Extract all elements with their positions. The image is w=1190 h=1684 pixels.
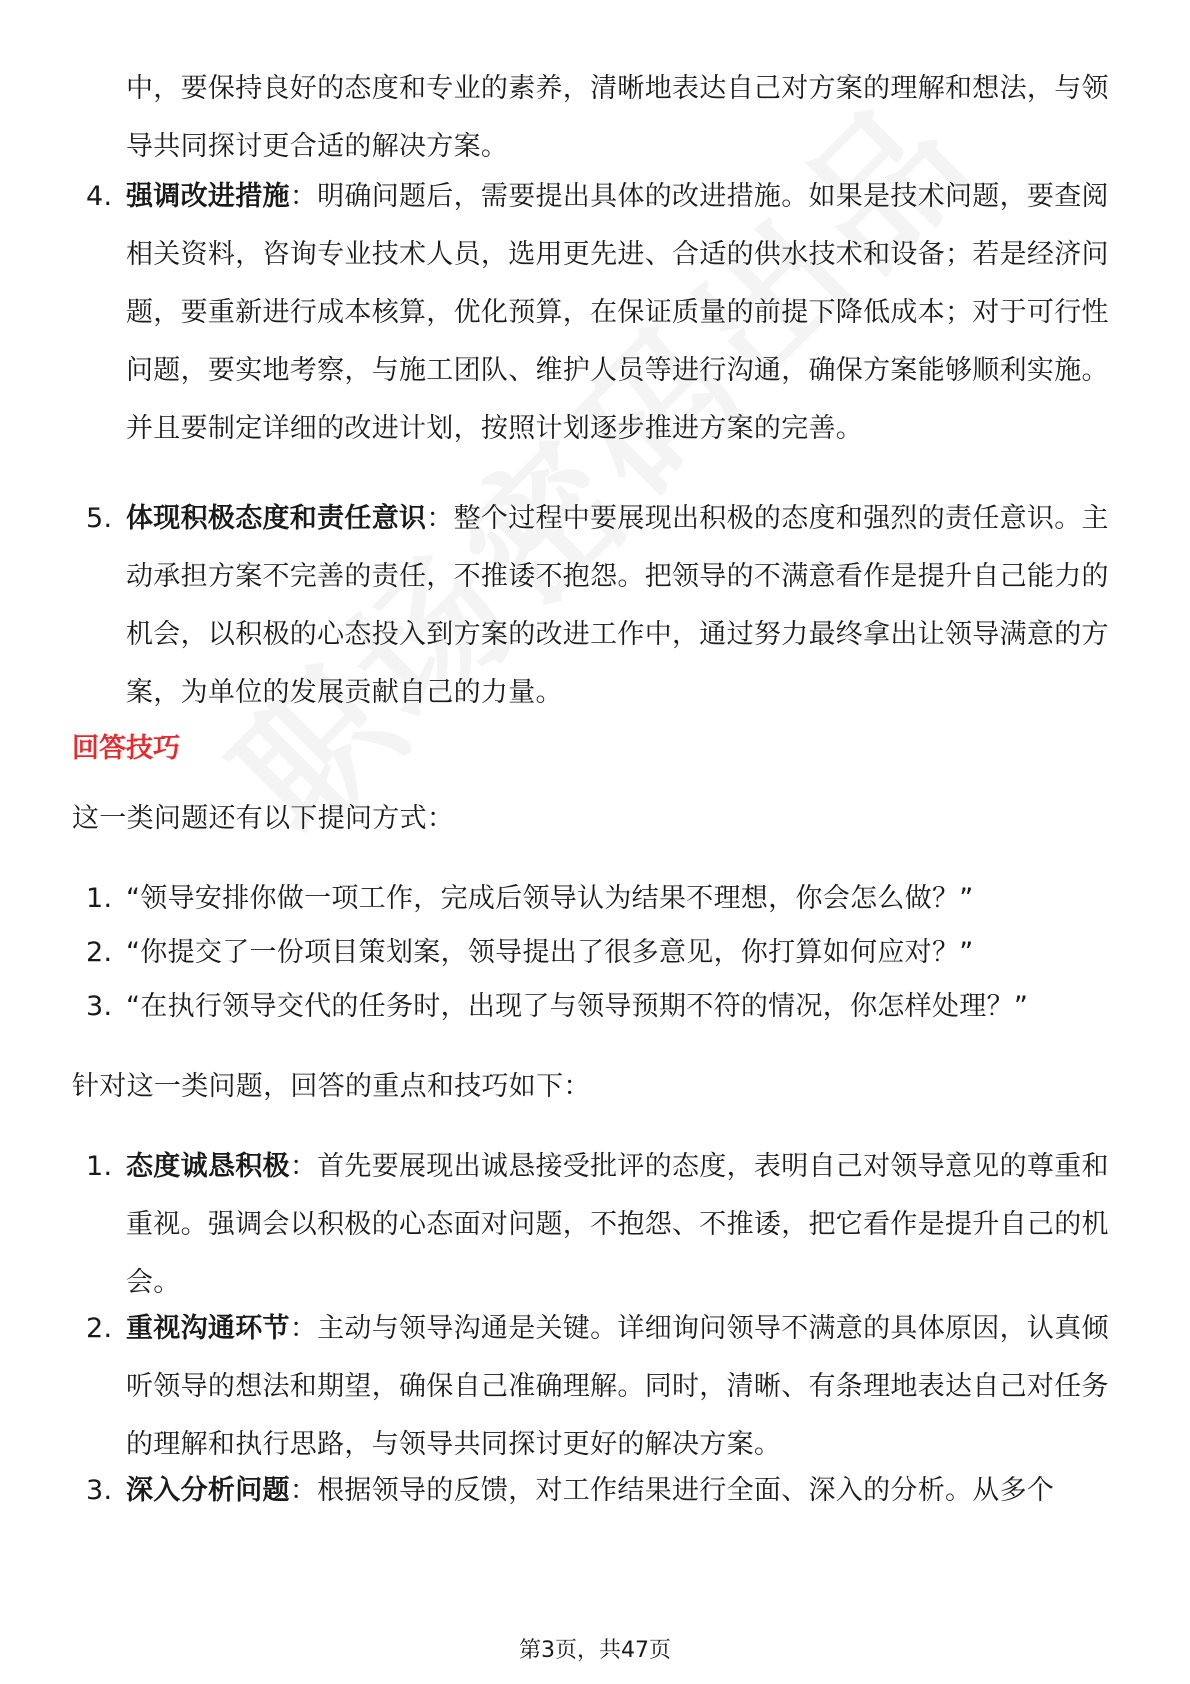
list-number: 1. xyxy=(86,1151,113,1182)
list-item-title: 强调改进措施 xyxy=(126,181,290,212)
list-number: 1. xyxy=(86,883,113,914)
tip-text: ：主动与领导沟通是关键。详细询问领导不满意的具体原因，认真倾听领导的想法和期望，确保自己准确理解。同时，清晰、有条理地表达自己对任务的理解和执行思路，与领导共同探讨更好的解决方案。 xyxy=(126,1313,1109,1460)
list-item-title: 体现积极态度和责任意识 xyxy=(126,503,427,534)
list-item-text: ：明确问题后，需要提出具体的改进措施。如果是技术问题，要查阅相关资料，咨询专业技术人员，选用更先进、合适的供水技术和设备；若是经济问题，要重新进行成本核算，优化预算，在保证质量的前提下降低成本；对于可行性问题，要实地考察，与施工团队、维护人员等进行沟通，确保方案能够顺利实施。并且要制定详细的改进计划，按照计划逐步推进方案的完善。 xyxy=(126,181,1109,444)
list-item xyxy=(72,168,1112,458)
list-number: 4. xyxy=(86,181,113,212)
tip-item xyxy=(72,1462,1112,1520)
tip-text: ：根据领导的反馈，对工作结果进行全面、深入的分析。从多个 xyxy=(289,1475,1055,1506)
section-heading: 回答技巧 xyxy=(72,733,180,764)
question-item xyxy=(72,978,1112,1036)
tip-title: 深入分析问题 xyxy=(126,1475,290,1506)
question-item xyxy=(72,924,1112,982)
list-number: 3. xyxy=(86,991,113,1022)
question-text: “在执行领导交代的任务时，出现了与领导预期不符的情况，你怎样处理？” xyxy=(126,991,1029,1022)
tip-title: 态度诚恳积极 xyxy=(126,1151,290,1182)
tip-item xyxy=(72,1138,1112,1312)
list-number: 2. xyxy=(86,1313,113,1344)
page-footer: 第3页，共47页 xyxy=(519,1638,671,1663)
tip-item xyxy=(72,1300,1112,1474)
intro-paragraph: 这一类问题还有以下提问方式： xyxy=(72,803,455,834)
tip-text: ：首先要展现出诚恳接受批评的态度，表明自己对领导意见的尊重和重视。强调会以积极的心态面对问题，不抱怨、不推诿，把它看作是提升自己的机会。 xyxy=(126,1151,1109,1298)
list-number: 3. xyxy=(86,1475,113,1506)
list-item xyxy=(72,490,1112,722)
question-text: “你提交了一份项目策划案，领导提出了很多意见，你打算如何应对？” xyxy=(126,937,974,968)
tips-intro-paragraph: 针对这一类问题，回答的重点和技巧如下： xyxy=(72,1071,591,1102)
list-number: 5. xyxy=(86,503,113,534)
tip-title: 重视沟通环节 xyxy=(126,1313,290,1344)
question-item xyxy=(72,870,1112,928)
continuation-paragraph: 中，要保持良好的态度和专业的素养，清晰地表达自己对方案的理解和想法，与领导共同探讨更合适的解决方案。 xyxy=(126,73,1109,162)
list-item-text: ：整个过程中要展现出积极的态度和强烈的责任意识。主动承担方案不完善的责任，不推诿不抱怨。把领导的不满意看作是提升自己能力的机会，以积极的心态投入到方案的改进工作中，通过努力最终拿出让领导满意的方案，为单位的发展贡献自己的力量。 xyxy=(126,503,1109,708)
list-number: 2. xyxy=(86,937,113,968)
question-text: “领导安排你做一项工作，完成后领导认为结果不理想，你会怎么做？” xyxy=(126,883,974,914)
